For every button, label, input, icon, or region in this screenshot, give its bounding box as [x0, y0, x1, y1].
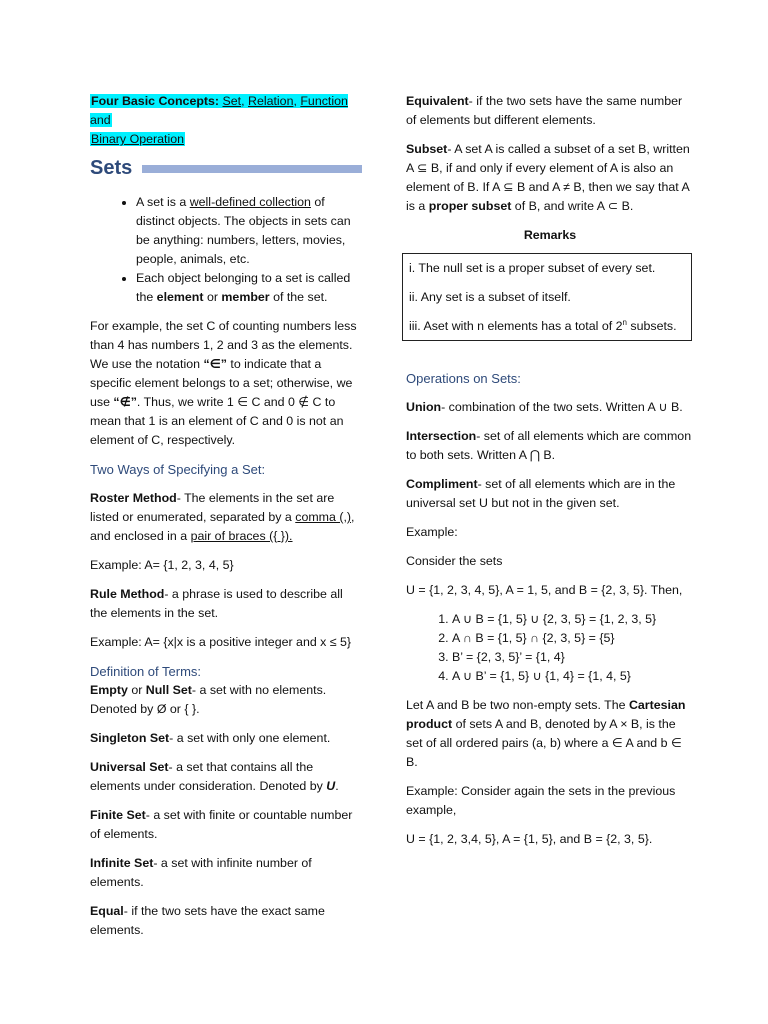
infinite-term: Infinite Set — [90, 856, 154, 870]
cartesian-example: Example: Consider again the sets in the previous example, — [406, 784, 676, 817]
finite-set-def — [90, 806, 362, 844]
para-text: . Thus, we write 1 ∈ C and 0 ∉ C to mean that 1 is an element of C and 0 is not an element of C, respectively. — [90, 395, 344, 447]
def-text: of sets A and B, denoted by A × B, is the set of all ordered pairs (a, b) where a ∈ A and b ∈ B. — [406, 717, 682, 769]
bullet-text: A set is a — [136, 195, 190, 209]
def-text: - combination of the two sets. Written A ∪ B. — [441, 400, 683, 414]
header-line — [90, 92, 362, 149]
def-text: - if the two sets have the same number of elements but different elements. — [406, 94, 683, 127]
rule-term: Rule Method — [90, 587, 165, 601]
rule-text: - a phrase is used to describe all the elements in the set. — [90, 587, 343, 620]
def-text: Let A and B be two non-empty sets. The — [406, 698, 629, 712]
rule-method — [90, 585, 362, 623]
bullet-item — [136, 193, 362, 269]
def-text: . — [335, 779, 339, 793]
bullet-text: Each object belonging to a set is called the — [136, 271, 351, 304]
singleton-term: Singleton Set — [90, 731, 170, 745]
element-of-symbol: “∈” — [203, 357, 227, 371]
def-text: - A set A is called a subset of a set B, written A ⊆ B, if and only if every element of A is also an element of B. If A ⊆ B and A ≠ B, then we say that A is a — [406, 142, 690, 213]
not-element-of-symbol: “∉” — [113, 395, 137, 409]
def-text: - a set that contains all the elements under consideration. Denoted by — [90, 760, 327, 793]
example-label: Example: — [406, 525, 458, 539]
para-text: to indicate that a specific element belongs to a set; otherwise, we use — [90, 357, 353, 409]
bullet-item — [136, 269, 362, 307]
roster-braces: pair of braces ({ }). — [190, 529, 293, 543]
remark-superscript: n — [622, 317, 627, 327]
subset-term: Subset — [406, 142, 448, 156]
null-set-term: Null Set — [145, 683, 192, 697]
proper-subset-term: proper subset — [428, 199, 512, 213]
def-text: - a set with no elements. Denoted by Ø or { }. — [90, 683, 327, 716]
set-bullets — [90, 193, 362, 307]
example-paragraph — [90, 317, 362, 450]
roster-example: Example: A= {1, 2, 3, 4, 5} — [90, 558, 234, 572]
compliment-def — [406, 475, 694, 513]
finite-term: Finite Set — [90, 808, 146, 822]
equivalent-term: Equivalent — [406, 94, 469, 108]
header-relation: Relation — [248, 94, 294, 108]
compliment-term: Compliment — [406, 477, 478, 491]
universal-symbol: U — [326, 779, 336, 793]
sets-line: U = {1, 2, 3, 4, 5}, A = 1, 5, and B = {2, 3, 5}. Then, — [406, 583, 683, 597]
cartesian-def — [406, 696, 694, 772]
intersection-def — [406, 427, 694, 465]
header-sep: , — [241, 94, 248, 108]
empty-term: Empty — [90, 683, 128, 697]
header-prefix: Four Basic Concepts: — [91, 94, 223, 108]
sets-title: Sets — [90, 157, 133, 179]
empty-set-def — [90, 681, 362, 719]
roster-term: Roster Method — [90, 491, 177, 505]
remark-item — [409, 317, 685, 336]
roster-method — [90, 489, 362, 546]
cartesian-term: Cartesian product — [406, 698, 686, 731]
list-item: 4. A ∪ B’ = {1, 5} ∪ {1, 4} = {1, 4, 5} — [452, 667, 694, 686]
equivalent-set-def — [406, 92, 694, 130]
intersection-term: Intersection — [406, 429, 477, 443]
list-item: 3. B’ = {2, 3, 5}’ = {1, 4} — [452, 648, 694, 667]
term-element: element — [156, 290, 204, 304]
equal-set-def — [90, 902, 362, 940]
header-highlight — [90, 94, 348, 127]
bullet-underline: well-defined collection — [189, 195, 311, 209]
header-and: and — [90, 113, 111, 127]
def-text: - a set with infinite number of elements. — [90, 856, 312, 889]
header-binary-operation: Binary Operation — [91, 132, 184, 146]
singleton-set-def — [90, 729, 362, 748]
operations-example-list — [406, 610, 694, 686]
union-term: Union — [406, 400, 442, 414]
operations-heading: Operations on Sets: — [406, 371, 521, 386]
cartesian-sets: U = {1, 2, 3,4, 5}, A = {1, 5}, and B = {2, 3, 5}. — [406, 832, 653, 846]
list-item: 1. A ∪ B = {1, 5} ∪ {2, 3, 5} = {1, 2, 3, 5} — [452, 610, 694, 629]
def-text: - if the two sets have the exact same elements. — [90, 904, 325, 937]
def-text: of B, and write A ⊂ B. — [511, 199, 634, 213]
def-text: - a set with only one element. — [169, 731, 331, 745]
header-function: Function — [300, 94, 348, 108]
consider-line: Consider the sets — [406, 554, 503, 568]
equal-term: Equal — [90, 904, 124, 918]
def-text: - set of all elements which are in the universal set U but not in the given set. — [406, 477, 676, 510]
remarks-box — [402, 253, 692, 341]
bullet-text: or — [203, 290, 222, 304]
def-text: - set of all elements which are common to both sets. Written A ⋂ B. — [406, 429, 692, 462]
remark-item: ii. Any set is a subset of itself. — [409, 290, 571, 304]
definition-heading: Definition of Terms: — [90, 664, 202, 679]
infinite-set-def — [90, 854, 362, 892]
remark-item: i. The null set is a proper subset of every set. — [409, 261, 656, 275]
universal-set-def — [90, 758, 362, 796]
left-column — [90, 92, 362, 950]
bullet-text: of the set. — [269, 290, 328, 304]
para-text: For example, the set C of counting numbers less than 4 has numbers 1, 2 and 3 as the elements. We use the notation — [90, 319, 357, 371]
def-text: or — [127, 683, 146, 697]
term-member: member — [221, 290, 270, 304]
rule-example: Example: A= {x|x is a positive integer and x ≤ 5} — [90, 635, 352, 649]
two-ways-heading: Two Ways of Specifying a Set: — [90, 462, 266, 477]
subset-def — [406, 140, 694, 216]
right-column — [406, 92, 694, 859]
remark-text: subsets. — [626, 319, 677, 333]
roster-text: , and enclosed in a — [90, 510, 355, 543]
bullet-text: of distinct objects. The objects in sets can be anything: numbers, letters, movies, people, animals, etc. — [136, 195, 351, 266]
remarks-title: Remarks — [523, 228, 577, 242]
heading-bar — [142, 165, 362, 173]
header-set: Set — [222, 94, 242, 108]
universal-term: Universal Set — [90, 760, 169, 774]
roster-comma: comma (,) — [295, 510, 352, 524]
list-item: 2. A ∩ B = {1, 5} ∩ {2, 3, 5} = {5} — [452, 629, 694, 648]
header-sep: , — [293, 94, 301, 108]
def-text: - a set with finite or countable number of elements. — [90, 808, 353, 841]
roster-text: - The elements in the set are listed or enumerated, separated by a — [90, 491, 335, 524]
sets-heading — [90, 155, 362, 181]
remark-text: iii. Aset with n elements has a total of 2 — [409, 319, 623, 333]
union-def — [406, 398, 694, 417]
